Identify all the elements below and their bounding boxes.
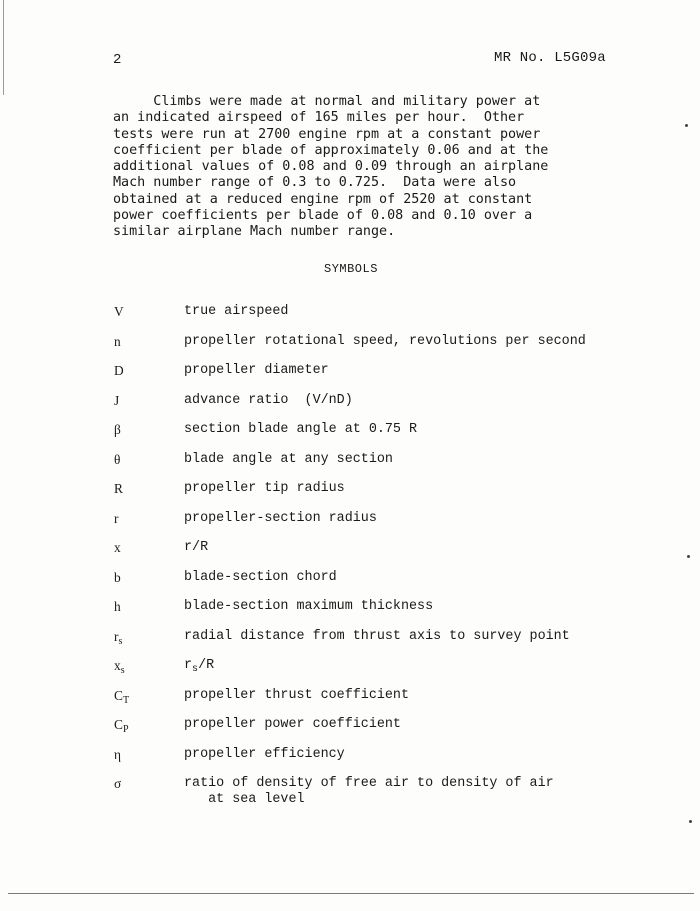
symbol-definition: propeller power coefficient <box>184 717 401 732</box>
intro-paragraph: Climbs were made at normal and military power at an indicated airspeed of 165 miles per hour. Other tests were run at 2700 engine rpm at a constant power coefficient per blade of approximately 0.06 and at the additional values of 0.08 and 0.09 through an airplane Mach number range of 0.3 to 0.725. Data were also obtained at a reduced engine rpm of 2520 at constant power coefficients per blade of 0.08 and 0.10 over a similar airplane Mach number range. <box>113 94 549 240</box>
symbol-subscript: P <box>122 724 129 735</box>
symbol-base: C <box>114 688 123 703</box>
symbol-subscript: s <box>118 636 123 647</box>
symbol-definition: propeller diameter <box>184 363 329 378</box>
symbol-row-c-t <box>0 688 700 708</box>
symbol-definition: radial distance from thrust axis to survey point <box>184 629 570 644</box>
symbol: σ <box>114 776 122 791</box>
symbol: D <box>114 363 124 378</box>
symbol-row-sigma <box>0 776 700 812</box>
symbol: θ <box>114 452 121 467</box>
definition-subscript: s <box>192 664 199 675</box>
scan-speck <box>687 555 690 558</box>
symbol-definition: propeller rotational speed, revolutions per second <box>184 334 586 349</box>
symbol-row-x-s <box>0 658 700 678</box>
symbol-row-beta <box>0 422 700 442</box>
symbol-row-D <box>0 363 700 383</box>
symbol-definition: propeller efficiency <box>184 747 345 762</box>
symbol: η <box>114 747 122 762</box>
symbol-row-R <box>0 481 700 501</box>
symbol-definition: ratio of density of free air to density of air at sea level <box>184 776 554 807</box>
symbol-row-x <box>0 540 700 560</box>
symbol: β <box>114 422 121 437</box>
symbol: r <box>114 511 119 526</box>
symbol-definition: propeller-section radius <box>184 511 377 526</box>
symbol-row-h <box>0 599 700 619</box>
symbol-base: r <box>114 629 119 644</box>
symbol <box>114 688 129 706</box>
scan-speck <box>685 124 688 127</box>
symbol-row-J <box>0 393 700 413</box>
symbol-row-c-p <box>0 717 700 737</box>
symbol: h <box>114 599 121 614</box>
report-id: MR No. L5G09a <box>494 50 606 66</box>
symbol-definition: true airspeed <box>184 304 289 319</box>
symbol <box>114 717 129 735</box>
symbol-definition: propeller tip radius <box>184 481 345 496</box>
symbol: R <box>114 481 123 496</box>
symbol-definition: advance ratio (V/nD) <box>184 393 353 408</box>
bottom-margin-rule <box>8 893 694 894</box>
symbol-subscript: T <box>122 695 130 706</box>
symbol <box>114 629 122 647</box>
symbol-row-eta <box>0 747 700 767</box>
symbols-heading: SYMBOLS <box>324 262 378 276</box>
symbol-base: C <box>114 717 123 732</box>
symbol: x <box>114 540 121 555</box>
symbol-row-n <box>0 334 700 354</box>
symbol-definition <box>184 658 214 678</box>
definition-base: r <box>184 658 193 673</box>
symbol: J <box>114 393 120 408</box>
symbol-row-theta <box>0 452 700 472</box>
page-number: 2 <box>113 52 122 68</box>
symbol-definition: blade angle at any section <box>184 452 393 467</box>
symbol-row-b <box>0 570 700 590</box>
symbol-definition: propeller thrust coefficient <box>184 688 409 703</box>
symbol-row-r <box>0 511 700 531</box>
left-margin-rule <box>3 0 4 95</box>
symbol-definition: blade-section maximum thickness <box>184 599 434 614</box>
symbol-definition: section blade angle at 0.75 R <box>184 422 418 437</box>
symbol-subscript: s <box>120 665 125 676</box>
symbol: n <box>114 334 121 349</box>
symbol-definition: r/R <box>184 540 209 555</box>
definition-tail: /R <box>198 658 215 673</box>
symbol-base: x <box>114 658 121 673</box>
symbol-row-r-s <box>0 629 700 649</box>
scan-speck <box>689 820 692 823</box>
symbol <box>114 658 125 676</box>
symbol-definition: blade-section chord <box>184 570 337 585</box>
symbol: V <box>114 304 124 319</box>
symbol: b <box>114 570 121 585</box>
symbol-row-V <box>0 304 700 324</box>
